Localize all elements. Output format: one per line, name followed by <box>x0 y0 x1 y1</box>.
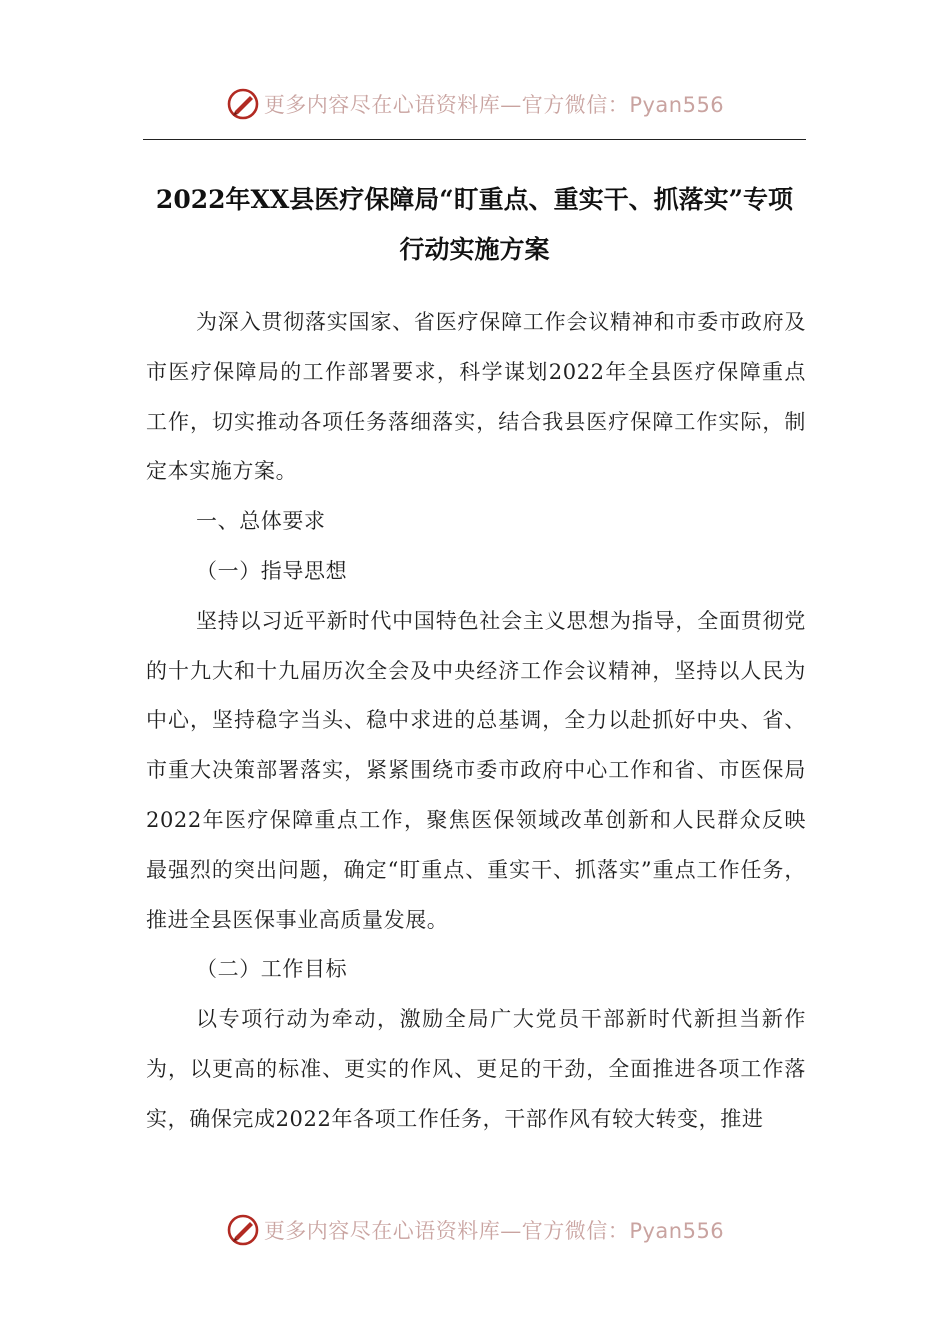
pen-logo-icon <box>226 1213 260 1247</box>
title-line-1: 2022年XX县医疗保障局“盯重点、重实干、抓落实”专项 <box>155 185 794 214</box>
title-line-2: 行动实施方案 <box>399 235 550 264</box>
paragraph-intro: 为深入贯彻落实国家、省医疗保障工作会议精神和市委市政府及市医疗保障局的工作部署要求，科学谋划2022年全县医疗保障重点工作，切实推动各项任务落细落实，结合我县医疗保障工作实际，制定本实施方案。 <box>146 310 806 484</box>
subsection-heading-work-goals: （二）工作目标 <box>196 957 348 982</box>
section-heading-general-requirements: 一、总体要求 <box>196 509 326 534</box>
header-rule <box>143 139 806 140</box>
pen-logo-icon <box>226 87 260 121</box>
paragraph-guiding-ideology: 坚持以习近平新时代中国特色社会主义思想为指导，全面贯彻党的十九大和十九届历次全会及中央经济工作会议精神，坚持以人民为中心，坚持稳字当头、稳中求进的总基调，全力以赴抓好中央、省、市重大决策部署落实，紧紧围绕市委市政府中心工作和省、市医保局2022年医疗保障重点工作，聚焦医保领域改革创新和人民群众反映最强烈的突出问题，确定“盯重点、重实干、抓落实”重点工作任务，推进全县医保事业高质量发展。 <box>146 608 806 932</box>
subsection-heading-guiding-ideology: （一）指导思想 <box>196 558 348 583</box>
document-title <box>143 175 806 275</box>
watermark-text: 更多内容尽在心语资料库—官方微信：Pyan556 <box>263 1219 725 1243</box>
paragraph-work-goals: 以专项行动为牵动，激励全局广大党员干部新时代新担当新作为，以更高的标准、更实的作风、更足的干劲，全面推进各项工作落实，确保完成2022年各项工作任务，干部作风有较大转变，推进 <box>146 1007 806 1131</box>
watermark-text: 更多内容尽在心语资料库—官方微信：Pyan556 <box>263 93 725 117</box>
header-watermark <box>0 82 950 126</box>
footer-watermark <box>0 1208 950 1252</box>
document-body <box>146 298 806 1145</box>
